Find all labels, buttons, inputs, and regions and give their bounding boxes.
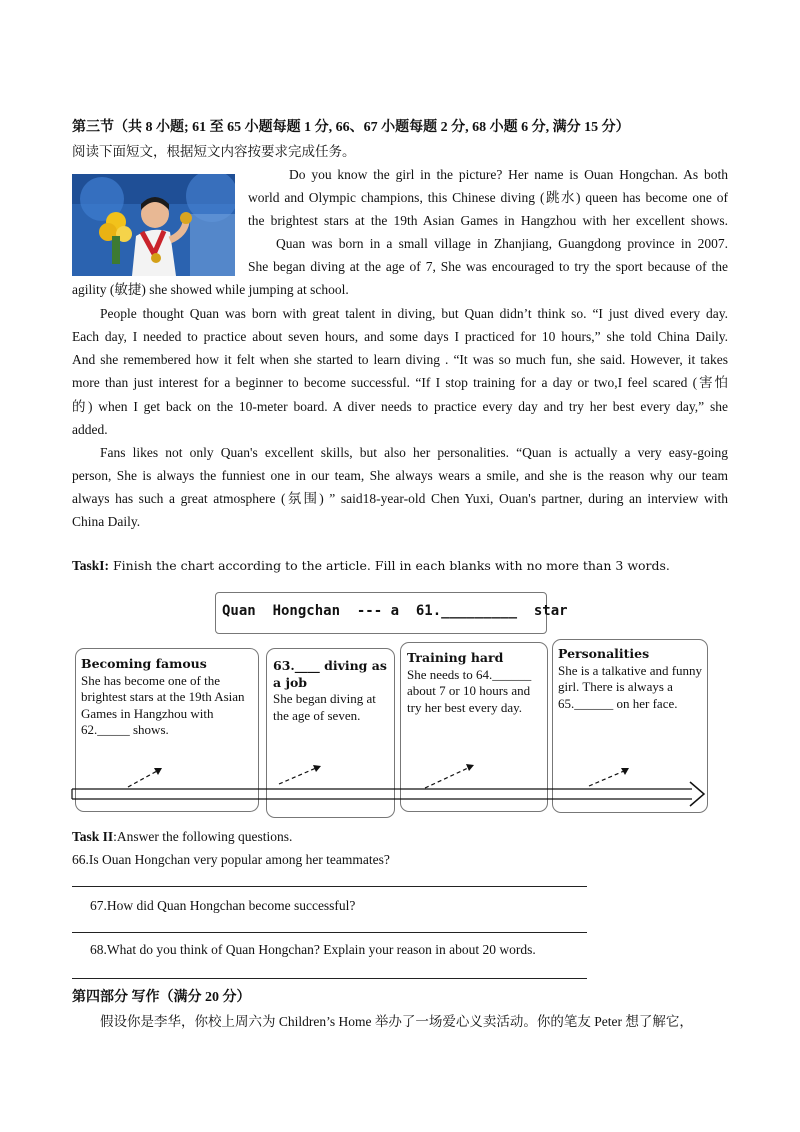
- section-heading: 第三节（共 8 小题; 61 至 65 小题每题 1 分, 66、67 小题每题 2 分, 68 小题 6 分, 满分 15 分）: [72, 120, 630, 135]
- article-line: Do you know the girl in the picture? Her name is Ouan Hongchan. As both: [289, 167, 728, 182]
- question-68: 68.What do you think of Quan Hongchan? Explain your reason in about 20 words.: [90, 942, 536, 957]
- article-line: the brightest stars at the 19th Asian Games in Hangzhou with her excellent shows.: [248, 213, 728, 228]
- box2-body: She began diving at the age of seven.: [273, 691, 376, 723]
- article-line: People thought Quan was born with great talent in diving, but Quan didn’t think so. “I just dived every day.: [100, 306, 728, 321]
- arrowhead: [466, 764, 474, 771]
- chart-title: Quan Hongchan --- a 61._________ star: [222, 603, 568, 619]
- article-line: always has such a great atmosphere (氛围) ” said18-year-old Chen Yuxi, Ouan's partner, during an interview with: [72, 491, 728, 506]
- article-line: added.: [72, 422, 108, 437]
- dashed-arrow: [589, 771, 624, 786]
- task2-instruction: [72, 827, 292, 847]
- answer-line-68[interactable]: [72, 978, 587, 979]
- article-line: person, She is always the funniest one in our team, She always wears a smile, and she is the reason why our team: [72, 468, 728, 483]
- article-line: China Daily.: [72, 514, 141, 529]
- article-line: Quan was born in a small village in Zhanjiang, Guangdong province in 2007.: [276, 236, 728, 251]
- box1-body: She has become one of the brightest stars at the 19th Asian Games in Hangzhou with 62._____ shows.: [81, 672, 245, 737]
- answer-line-66[interactable]: [72, 886, 587, 887]
- article-line: And she remembered how it felt when she started to learn diving . “It was so much fun, she said. However, it takes: [72, 352, 728, 367]
- task2-text: :Answer the following questions.: [113, 829, 293, 844]
- dashed-arrow: [128, 771, 157, 787]
- answer-line-67[interactable]: [72, 932, 587, 933]
- timeline-arrow: [72, 782, 704, 806]
- box3-title: Training hard: [407, 650, 504, 665]
- box3-body: She needs to 64.______ about 7 or 10 hours and try her best every day.: [407, 666, 532, 715]
- writing-prompt: 假设你是李华，你校上周六为 Children’s Home 举办了一场爱心义卖活动。你的笔友 Peter 想了解它，: [100, 1014, 693, 1029]
- box4-title: Personalities: [558, 646, 650, 661]
- box4-body: She is a talkative and funny girl. There is always a 65.______ on her face.: [558, 662, 703, 711]
- instruction: 阅读下面短文，根据短文内容按要求完成任务。: [72, 144, 356, 159]
- article-line: 的) when I get back on the 10-meter board. A diver needs to practice every day and try her best every day,” she: [72, 399, 728, 414]
- article-line: She began diving at the age of 7, She was encouraged to try the sport because of the: [248, 259, 728, 274]
- question-66: 66.Is Ouan Hongchan very popular among her teammates?: [72, 852, 390, 867]
- article-line: Each day, I needed to practice about seven hours, and some days I practiced for 10 hours,” she told China Daily.: [72, 329, 728, 344]
- dashed-arrow: [425, 768, 468, 788]
- article-line: more than just interest for a beginner to become successful. “If I stop training for a day or two,I feel scared (害怕: [72, 375, 728, 390]
- task2-label: Task II: [72, 829, 114, 844]
- task1-label: TaskI:: [72, 558, 110, 573]
- dashed-arrow: [279, 768, 316, 784]
- article-line: Fans likes not only Quan's excellent skills, but also her personalities. “Quan is actually a very easy-going: [100, 445, 728, 460]
- box2-title: 63.____ diving as a job: [273, 658, 387, 690]
- section4-heading: 第四部分 写作（满分 20 分）: [72, 990, 251, 1005]
- article-line: agility (敏捷) she showed while jumping at school.: [72, 282, 349, 297]
- article-line: world and Olympic champions, this Chinese diving (跳水) queen has become one of: [248, 190, 728, 205]
- task1-text: Finish the chart according to the article. Fill in each blanks with no more than 3 words.: [109, 558, 670, 573]
- question-67: 67.How did Quan Hongchan become successful?: [90, 898, 356, 913]
- box1-title: Becoming famous: [81, 656, 207, 671]
